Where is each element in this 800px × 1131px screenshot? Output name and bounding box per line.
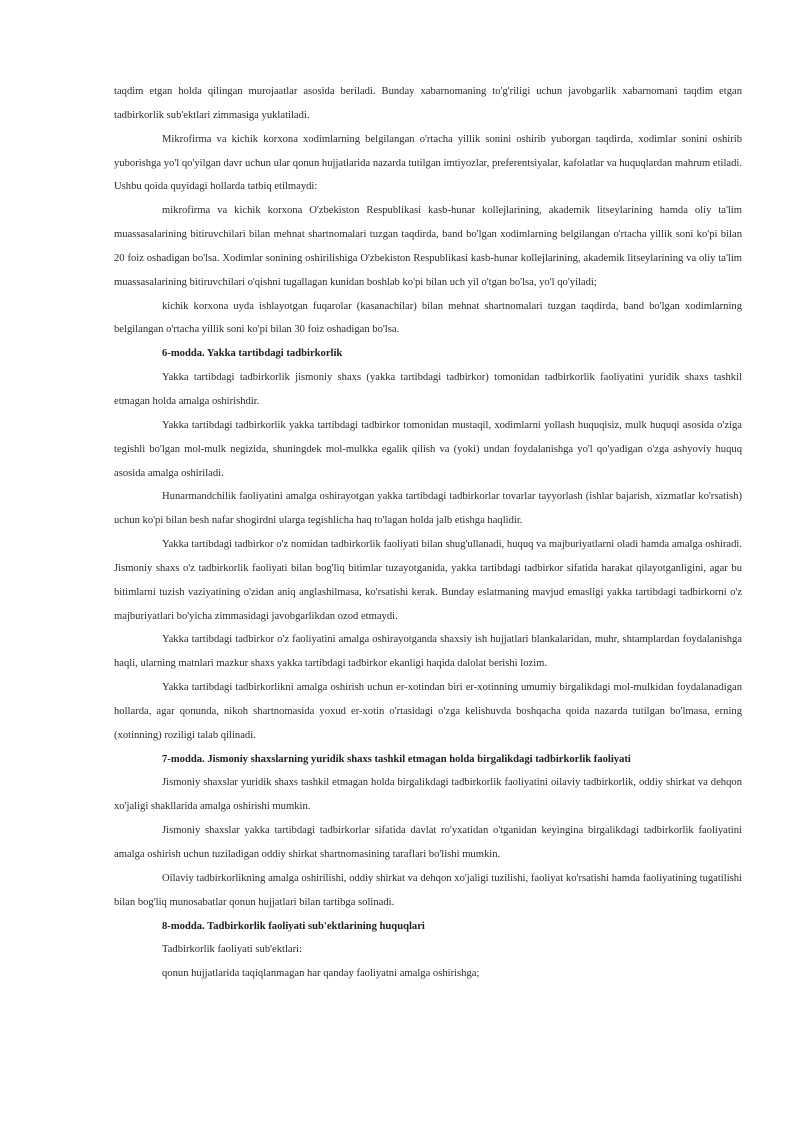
paragraph-11: Yakka tartibdagi tadbirkorlikni amalga oshirish uchun er-xotindan biri er-xotinning umumiy birgalikdagi mol-mulkidan foydalanadigan hollarda, agar qonunda, nikoh shartnomasida yoxud er-xotin o'rtasidagi o'zga kelishuvda boshqacha qoida nazarda tutilgan bo'lmasa, erning (xotinning) roziligi talab qilinadi. [114, 682, 742, 741]
article-8-heading: 8-modda. Tadbirkorlik faoliyati sub'ektlarining huquqlari [162, 920, 425, 932]
paragraph-3: mikrofirma va kichik korxona O'zbekiston Respublikasi kasb-hunar kollejlarining, akademik litseylarining hamda oliy ta'lim muassasalarining bitiruvchilari bilan mehnat shartnomalari tuzgan taqdirda, band bo'lgan xodimlarning belgilangan o'rtacha yillik soni ko'pi bilan 20 foiz oshadigan bo'lsa. Xodimlar sonining oshirilishiga O'zbekiston Respublikasi kasb-hunar kollejlarining, akademik litseylarining va oliy ta'lim muassasalarining bitiruvchilari o'qishni tugallagan kunidan boshlab ko'pi bilan uch yil o'tgan bo'lsa, yo'l qo'yiladi; [114, 205, 742, 288]
paragraph-1: taqdim etgan holda qilingan murojaatlar asosida beriladi. Bunday xabarnomaning to'g'riligi uchun javobgarlik xabarnomani taqdim etgan tadbirkorlik sub'ektlari zimmasiga yuklatiladi. [114, 86, 742, 121]
article-7-heading: 7-modda. Jismoniy shaxslarning yuridik shaxs tashkil etmagan holda birgalikdagi tadbirkorlik faoliyati [162, 753, 631, 765]
paragraph-10: Yakka tartibdagi tadbirkor o'z faoliyatini amalga oshirayotganda shaxsiy ish hujjatlari blankalaridan, muhr, shtamplardan foydalanishga haqli, ularning matnlari mazkur shaxs yakka tartibdagi tadbirkor ekanligi haqida dalolat berishi lozim. [114, 634, 742, 670]
paragraph-15: Oilaviy tadbirkorlikning amalga oshirilishi, oddiy shirkat va dehqon xo'jaligi tuzilishi, faoliyat ko'rsatishi hamda faoliyatining tugatilishi bilan bog'liq munosabatlar qonun hujjatlari bilan tartibga solinadi. [114, 872, 742, 908]
paragraph-6: Yakka tartibdagi tadbirkorlik jismoniy shaxs (yakka tartibdagi tadbirkor) tomonidan tadbirkorlik faoliyatini yuridik shaxs tashkil etmagan holda amalga oshirishdir. [114, 372, 742, 407]
paragraph-4: kichik korxona uyda ishlayotgan fuqarolar (kasanachilar) bilan mehnat shartnomalari tuzgan taqdirda, band bo'lgan xodimlarning belgilangan o'rtacha yillik soni ko'pi bilan 30 foiz oshadigan bo'lsa. [114, 300, 742, 336]
paragraph-17: Tadbirkorlik faoliyati sub'ektlari: [162, 944, 303, 956]
paragraph-9: Yakka tartibdagi tadbirkor o'z nomidan tadbirkorlik faoliyati bilan shug'ullanadi, huquq va majburiyatlarni oladi hamda amalga oshiradi. Jismoniy shaxs o'z tadbirkorlik faoliyati bilan bog'liq bitimlar tuzayotganida, yakka tartibdagi tadbirkor sifatida harakat qilayotganligini, agar bu bitimlarni tuzish vaziyatining o'zidan aniq anglashilmasa, ko'rsatishi kerak. Bunday eslatmaning mavjud emasligi yakka tartibdagi tadbirkorni o'z majburiyatlari bo'yicha zimmasidagi javobgarlikdan ozod etmaydi. [114, 539, 742, 622]
paragraph-14: Jismoniy shaxslar yakka tartibdagi tadbirkorlar sifatida davlat ro'yxatidan o'tganidan keyingina birgalikdagi tadbirkorlik faoliyatini amalga oshirish uchun tuziladigan oddiy shirkat shartnomasining taraflari bo'lishi mumkin. [114, 825, 742, 860]
paragraph-13: Jismoniy shaxslar yuridik shaxs tashkil etmagan holda birgalikdagi tadbirkorlik faoliyatini oilaviy tadbirkorlik, oddiy shirkat va dehqon xo'jaligi shakllarida amalga oshirishi mumkin. [114, 777, 742, 813]
paragraph-2: Mikrofirma va kichik korxona xodimlarning belgilangan o'rtacha yillik sonini oshirib yuborgan taqdirda, xodimlar sonini oshirib yuborishga yo'l qo'yilgan davr uchun ular qonun hujjatlarida nazarda tutilgan imtiyozlar, preferentsiyalar, kafolatlar va huquqlardan mahrum etiladi. Ushbu qoida quyidagi hollarda tatbiq etilmaydi: [114, 133, 742, 193]
paragraph-7: Yakka tartibdagi tadbirkorlik yakka tartibdagi tadbirkor tomonidan mustaqil, xodimlarni yollash huquqisiz, mulk huquqi asosida o'ziga tegishli bo'lgan mol-mulk negizida, shuningdek mol-mulkka egalik qilish va (yoki) undan foydalanishga yo'l qo'yadigan o'zga ashyoviy huquq asosida amalga oshiriladi. [114, 419, 742, 479]
paragraph-18: qonun hujjatlarida taqiqlanmagan har qanday faoliyatni amalga oshirishga; [162, 968, 480, 980]
article-6-heading: 6-modda. Yakka tartibdagi tadbirkorlik [162, 348, 343, 360]
document-page [114, 80, 742, 986]
paragraph-8: Hunarmandchilik faoliyatini amalga oshirayotgan yakka tartibdagi tadbirkorlar tovarlar tayyorlash (ishlar bajarish, xizmatlar ko'rsatish) uchun ko'pi bilan besh nafar shogirdni ularga tegishlicha haq to'lagan holda jalb etishga haqlidir. [114, 491, 742, 527]
